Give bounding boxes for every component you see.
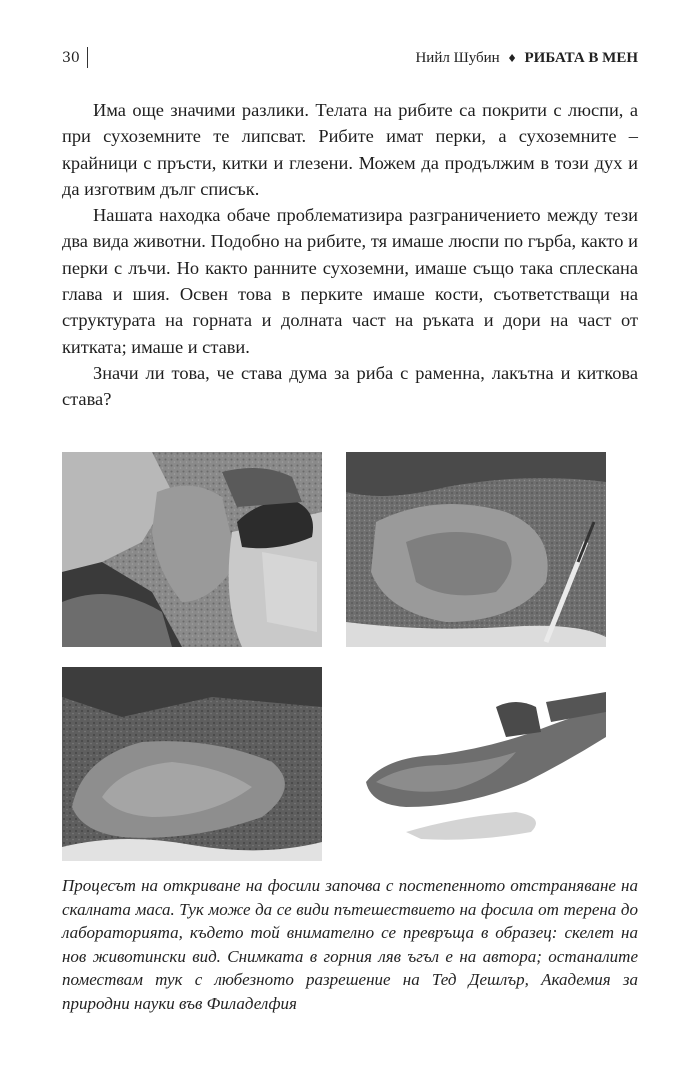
photo-fossil-in-rock-with-chisel: [346, 452, 606, 647]
book-title: РИБАТА В МЕН: [524, 50, 638, 66]
paragraph: Значи ли това, че става дума за риба с раменна, лакътна и киткова става?: [62, 362, 638, 410]
photo-people-excavating-fossil: [62, 452, 322, 647]
paragraph: Има още значими разлики. Телата на рибите са покрити с люспи, а при сухоземните те липсват. Рибите имат перки, а сухоземните – крайници с пръсти, китки и глезени. Можем да продължим в този дух и да изготвим дълг списък.: [62, 100, 638, 199]
figure-caption: Процесът на откриване на фосили започва с постепенното отстраняване на скалната маса. Тук може да се види пътешествието на фосила от терена до лабораторията, където той внимателно се превръща в образец: скелет на нов животински вид. Снимката в горния ляв ъгъл е на автора; останалите помествам тук с любезното разрешение на Тед Дешлър, Академия за природни науки във Филаделфия: [62, 876, 638, 1013]
running-header: [62, 48, 638, 72]
diamond-icon: ♦: [507, 52, 518, 65]
author-name: Нийл Шубин: [415, 50, 500, 66]
running-title: [415, 50, 638, 67]
body-text: [62, 97, 638, 413]
photo-fossil-head-in-matrix: [62, 667, 322, 861]
page-number: 30: [62, 50, 80, 66]
photo-prepared-fossil-skull: [346, 667, 606, 861]
paragraph: Нашата находка обаче проблематизира разграничението между тези два вида животни. Подобно на рибите, тя имаше люспи по гърба, както и перки с лъчи. Но както ранните сухоземни, имаше също така сплескана глава и шия. Освен това в перките имаше кости, съответстващи на структурата на горната и долната част на ръката и дори на част от китката; имаше и стави.: [62, 205, 638, 357]
header-separator: [87, 47, 88, 68]
